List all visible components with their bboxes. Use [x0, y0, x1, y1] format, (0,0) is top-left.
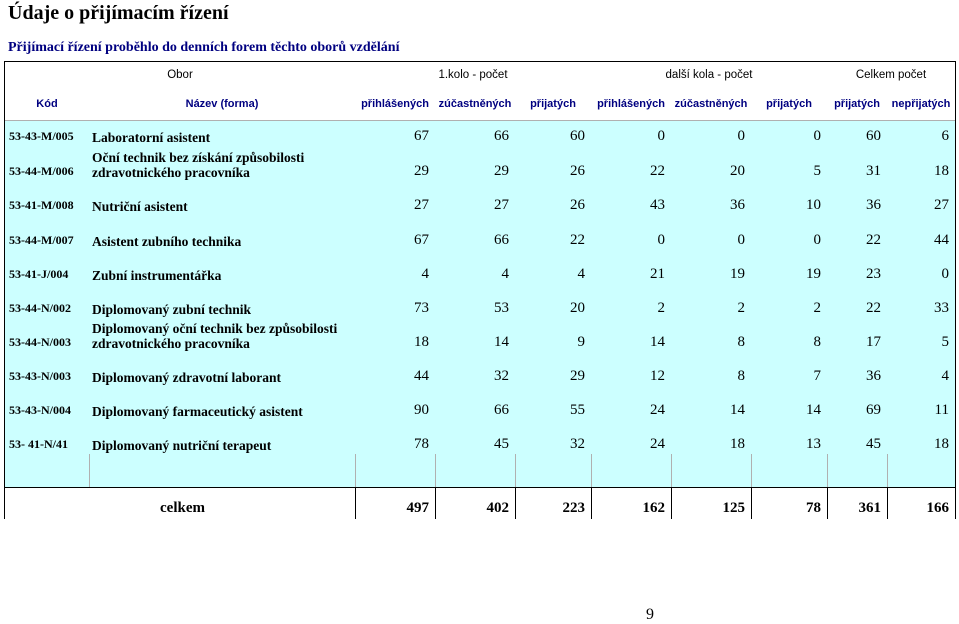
col-k1-prijatych: přijatých	[530, 97, 576, 110]
total-value: 361	[858, 500, 881, 516]
row-name: Oční technik bez získání způsobilosti zdravotnického pracovníka	[92, 150, 305, 180]
table-row	[5, 284, 955, 318]
row-name: Diplomovaný zdravotní laborant	[92, 370, 282, 385]
row-value: 5	[813, 163, 821, 179]
table-row	[5, 250, 955, 284]
row-value: 18	[414, 334, 429, 350]
row-value: 2	[737, 300, 745, 316]
row-value: 45	[494, 436, 509, 452]
total-value: 497	[406, 500, 429, 516]
row-value: 11	[934, 402, 949, 418]
row-code: 53- 41-N/41	[9, 437, 68, 451]
row-value: 53	[494, 300, 509, 316]
row-value: 60	[866, 128, 881, 144]
row-value: 23	[866, 266, 881, 282]
page-subtitle: Přijímací řízení proběhlo do denních forem těchto oborů vzdělání	[8, 40, 400, 55]
row-value: 21	[650, 266, 665, 282]
row-name: Nutriční asistent	[92, 199, 188, 214]
row-value: 31	[866, 163, 881, 179]
row-value: 44	[414, 368, 429, 384]
row-value: 26	[570, 197, 585, 213]
row-value: 22	[570, 232, 585, 248]
total-value: 402	[486, 500, 509, 516]
page-number: 9	[646, 606, 654, 623]
row-code: 53-43-N/003	[9, 369, 71, 383]
header-obor: Obor	[167, 68, 193, 81]
row-value: 19	[806, 266, 821, 282]
row-value: 4	[941, 368, 949, 384]
row-code: 53-43-N/004	[9, 403, 71, 417]
row-value: 20	[570, 300, 585, 316]
row-value: 78	[414, 436, 429, 452]
row-code: 53-44-M/007	[9, 233, 74, 247]
row-value: 7	[813, 368, 821, 384]
row-value: 33	[934, 300, 949, 316]
table-row	[5, 318, 955, 352]
row-code: 53-41-M/008	[9, 198, 74, 212]
table-column-header	[5, 87, 955, 121]
table-total-row	[5, 487, 955, 519]
col-k1-zucastnenych: zúčastněných	[438, 97, 512, 110]
row-value: 18	[934, 163, 949, 179]
col-c-neprijatych: nepřijatých	[891, 97, 951, 110]
total-value: 162	[642, 500, 665, 516]
row-value: 67	[414, 128, 429, 144]
table-row	[5, 146, 955, 181]
col-k1-prihlasenych: přihlášených	[361, 97, 429, 110]
table-row	[5, 121, 955, 146]
row-value: 43	[650, 197, 665, 213]
row-value: 27	[934, 197, 949, 213]
row-value: 2	[813, 300, 821, 316]
col-nazev: Název (forma)	[185, 97, 259, 110]
row-value: 22	[866, 232, 881, 248]
col-c-prijatych: přijatých	[834, 97, 880, 110]
total-value: 78	[806, 500, 821, 516]
row-value: 14	[650, 334, 665, 350]
row-value: 73	[414, 300, 429, 316]
row-name: Asistent zubního technika	[92, 234, 242, 249]
row-value: 2	[657, 300, 665, 316]
total-value: 223	[562, 500, 585, 516]
row-value: 0	[657, 232, 665, 248]
row-value: 29	[570, 368, 585, 384]
row-value: 24	[650, 402, 665, 418]
row-value: 4	[501, 266, 509, 282]
row-value: 14	[494, 334, 509, 350]
row-value: 20	[730, 163, 745, 179]
row-name: Laboratorní asistent	[92, 130, 211, 145]
table-row	[5, 420, 955, 454]
row-value: 36	[866, 368, 881, 384]
row-value: 13	[806, 436, 821, 452]
row-value: 29	[494, 163, 509, 179]
row-value: 60	[570, 128, 585, 144]
header-celkem: Celkem počet	[855, 68, 927, 81]
row-value: 32	[494, 368, 509, 384]
table-group-header	[5, 62, 955, 87]
row-value: 10	[806, 197, 821, 213]
row-value: 55	[570, 402, 585, 418]
total-value: 125	[722, 500, 745, 516]
row-value: 8	[813, 334, 821, 350]
row-value: 5	[941, 334, 949, 350]
row-value: 45	[866, 436, 881, 452]
col-d-zucastnenych: zúčastněných	[674, 97, 748, 110]
row-value: 69	[866, 402, 881, 418]
table-row	[5, 386, 955, 420]
row-name: Diplomovaný nutriční terapeut	[92, 438, 272, 453]
col-kod: Kód	[36, 97, 58, 110]
row-code: 53-41-J/004	[9, 267, 69, 281]
row-code: 53-43-M/005	[9, 129, 74, 143]
row-value: 26	[570, 163, 585, 179]
page-title: Údaje o přijímacím řízení	[8, 2, 229, 24]
row-value: 6	[941, 128, 949, 144]
row-value: 0	[813, 128, 821, 144]
row-value: 8	[737, 368, 745, 384]
row-value: 27	[414, 197, 429, 213]
row-value: 66	[494, 128, 509, 144]
row-name: Diplomovaný oční technik bez způsobilosti zdravotnického pracovníka	[92, 321, 338, 351]
row-value: 0	[737, 128, 745, 144]
row-value: 0	[657, 128, 665, 144]
row-value: 67	[414, 232, 429, 248]
row-name: Diplomovaný farmaceutický asistent	[92, 404, 303, 419]
row-code: 53-44-N/003	[9, 335, 71, 349]
row-value: 66	[494, 402, 509, 418]
row-value: 0	[737, 232, 745, 248]
header-dalsi-kola: další kola - počet	[665, 68, 753, 81]
row-value: 0	[941, 266, 949, 282]
row-code: 53-44-M/006	[9, 164, 74, 178]
row-value: 14	[806, 402, 821, 418]
row-value: 66	[494, 232, 509, 248]
row-code: 53-44-N/002	[9, 301, 71, 315]
header-kolo1: 1.kolo - počet	[438, 68, 508, 81]
col-d-prijatych: přijatých	[766, 97, 812, 110]
table-row	[5, 181, 955, 215]
row-value: 90	[414, 402, 429, 418]
row-value: 22	[650, 163, 665, 179]
admissions-table	[4, 61, 956, 519]
total-label: celkem	[160, 500, 205, 516]
row-name: Diplomovaný zubní technik	[92, 302, 252, 317]
row-value: 18	[730, 436, 745, 452]
row-value: 12	[650, 368, 665, 384]
col-d-prihlasenych: přihlášených	[597, 97, 665, 110]
row-value: 14	[730, 402, 745, 418]
row-value: 36	[730, 197, 745, 213]
row-value: 24	[650, 436, 665, 452]
total-value: 166	[926, 500, 949, 516]
row-name: Zubní instrumentářka	[92, 268, 222, 283]
row-value: 4	[577, 266, 585, 282]
row-value: 9	[577, 334, 585, 350]
row-value: 19	[730, 266, 745, 282]
table-row	[5, 215, 955, 250]
row-value: 32	[570, 436, 585, 452]
row-value: 29	[414, 163, 429, 179]
row-value: 27	[494, 197, 509, 213]
row-value: 22	[866, 300, 881, 316]
row-value: 8	[737, 334, 745, 350]
row-value: 4	[421, 266, 429, 282]
row-value: 44	[934, 232, 949, 248]
row-value: 17	[866, 334, 881, 350]
row-value: 0	[813, 232, 821, 248]
table-row	[5, 352, 955, 386]
row-value: 18	[934, 436, 949, 452]
row-value: 36	[866, 197, 881, 213]
